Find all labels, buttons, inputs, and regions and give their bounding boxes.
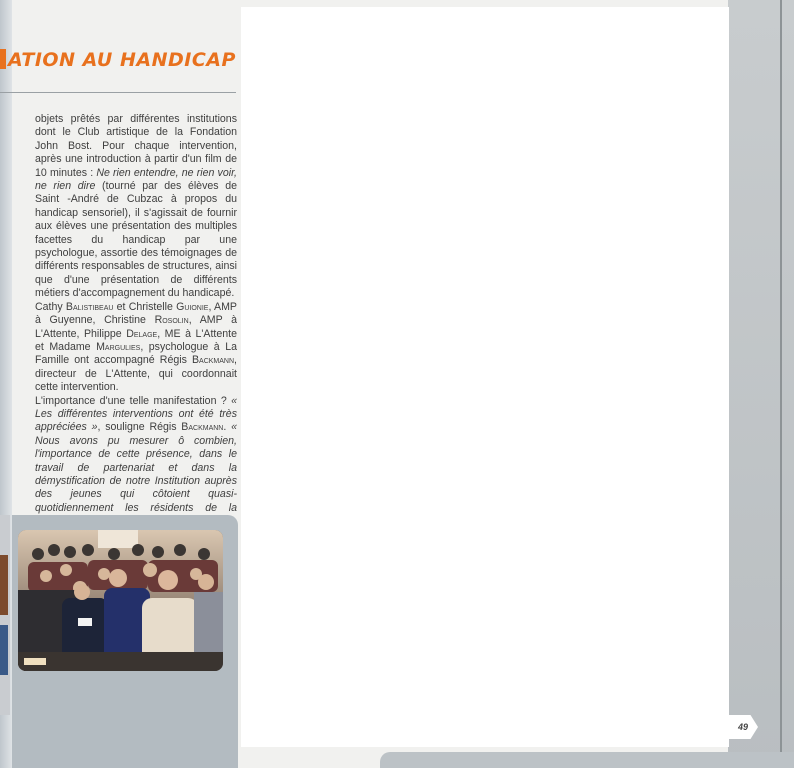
article-paragraph-2 — [35, 301, 237, 395]
right-edge-line — [780, 0, 782, 768]
right-page-edge — [728, 0, 794, 768]
text-span: Cathy — [35, 300, 66, 313]
person-surname: Rosolin — [154, 314, 189, 327]
person-surname: Margulies — [96, 340, 141, 353]
page-number: 49 — [738, 722, 749, 732]
text-span: L'importance d'une telle manifestation ? — [35, 394, 232, 407]
quote: « Nous avons pu mesurer ô combien, l'importance de cette présence, dans le travail de partenariat et dans la démystification de notre Institution auprès des jeunes qui côtoient quasi-quotidiennement les résidents de la — [35, 421, 237, 514]
quote: « Les différentes interventions ont été très appréciées » — [35, 394, 237, 434]
text-span: (tourné par des élèves de Saint -André de Cubzac à propos du handicap sensoriel), il s'agissait de fournir aux élèves une présentation des multiples facettes du handicap par une psychologue, assortie des témoignages de différents responsables de structures, ainsi que d'une présentation de différents métiers d'accompagnement du handicapé. — [35, 180, 237, 300]
film-title: Ne rien entendre, ne rien voir, ne rien dire — [35, 166, 237, 193]
text-span: , ME à L'Attente et Madame — [35, 327, 237, 353]
person-surname: Balistibeau — [65, 300, 114, 313]
spine-color-strip — [0, 515, 10, 715]
text-span: , AMP à L'Attente, Philippe — [35, 314, 237, 340]
article-paragraph-1 — [35, 113, 237, 301]
section-title — [0, 49, 236, 71]
person-surname: Guionie — [176, 300, 209, 313]
person-surname: Backmann — [191, 354, 235, 367]
title-rule — [0, 92, 236, 93]
blank-area — [241, 7, 729, 747]
text-span: , directeur de L'Attente, qui coordonnait cette intervention. — [35, 354, 237, 394]
person-surname: Delage — [126, 327, 158, 340]
audience-photo — [18, 530, 223, 671]
article-body — [35, 113, 237, 529]
title-cut-letter — [0, 49, 6, 69]
audience-photo-image — [18, 530, 223, 671]
text-span: , souligne Régis — [97, 421, 182, 434]
text-span: objets prêtés par différentes institutions dont le Club artistique de la Fondation John Bost. Pour chaque intervention, après une introduction à partir d'un film de 10 minutes : — [35, 113, 237, 179]
bottom-page-edge — [380, 752, 794, 768]
text-span: et Christelle — [113, 300, 177, 313]
section-title-text: ATION AU HANDICAP — [8, 49, 236, 71]
text-span: . — [223, 421, 232, 434]
text-span: , psychologue à La Famille ont accompagné Régis — [35, 340, 237, 367]
article-paragraph-3 — [35, 395, 237, 529]
text-span: , AMP à Guyenne, Christine — [35, 300, 237, 327]
person-surname: Backmann — [181, 421, 224, 434]
